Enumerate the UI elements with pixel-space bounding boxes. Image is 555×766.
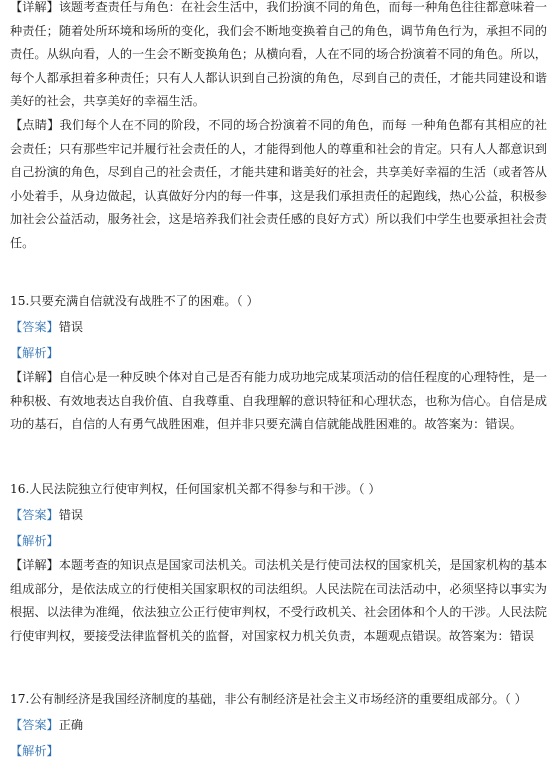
question-17-answer [10,714,547,736]
detail-label: 【详解】 [10,370,59,384]
question-15-analysis [10,342,547,364]
detail-text: 自信心是一种反映个体对自己是否有能力成功地完成某项活动的信任程度的心理特性，是一种积极、有效地表达自我价值、自我尊重、自我理解的意识特征和心理状态，也称为信心。自信是成功的基石，自信的人有勇气战胜困难，但并非只要充满自信就能战胜困难的。故答案为：错误。 [10,370,548,432]
point-label: 【点睛】 [10,117,60,132]
question-17 [10,688,547,762]
answer-value: 错误 [58,320,84,334]
question-17-stem: 17.公有制经济是我国经济制度的基础，非公有制经济是社会主义市场经济的重要组成部分。（ ） [10,692,527,706]
answer-value: 错误 [58,508,84,522]
point-text: 我们每个人在不同的阶段，不同的场合扮演着不同的角色，而每 一种角色都有其相应的社会责任；只有那些牢记并履行社会责任的人，才能得到他人的尊重和社会的肯定。只有人人都意识到自己扮演的角色，尽到自己的社会责任，才能共建和谐美好的社会，共享美好幸福的生活（或者答从小处着手，从身边做起，认真做好分内的每一件事，这是我们承担责任的起跑线，热心公益，积极参加社会公益活动，服务社会，这是培养我们社会责任感的良好方式）所以我们中学生也要承担社会责任。 [10,117,547,250]
question-15-detail [10,366,547,437]
detail-text: 本题考查的知识点是国家司法机关。司法机关是行使司法权的国家机关，是国家机构的基本组成部分，是依法成立的行使相关国家职权的司法组织。人民法院在司法活动中，必须坚持以事实为根据、以法律为准绳，依法独立公正行使审判权，不受行政机关、社会团体和个人的干涉。人民法院行使审判权，要接受法律监督机关的监督，对国家权力机关负责，本题观点错误。故答案为：错误 [10,558,548,643]
question-16-answer [10,504,547,526]
answer-tag: 【答案】 [10,320,59,334]
question-17-analysis [10,740,547,762]
question-16-stem: 16.人民法院独立行使审判权，任何国家机关都不得参与和干涉。（ ） [10,482,381,496]
answer-tag: 【答案】 [10,508,59,522]
question-15 [10,290,547,437]
detail-label: 【详解】 [10,558,59,572]
analysis-tag: 【解析】 [10,744,59,758]
point-paragraph [10,114,547,256]
question-16-analysis [10,530,547,552]
question-15-stem: 15.只要充满自信就没有战胜不了的困难。（ ） [10,294,259,308]
answer-tag: 【答案】 [10,718,59,732]
detail-paragraph [10,0,547,114]
analysis-tag: 【解析】 [10,534,59,548]
top-explanation [10,0,547,256]
answer-value: 正确 [58,718,84,732]
analysis-tag: 【解析】 [10,346,59,360]
question-16-detail [10,554,547,648]
question-16 [10,478,547,648]
question-15-answer [10,316,547,338]
detail-label: 【详解】 [10,0,59,14]
detail-text: 该题考查责任与角色：在社会生活中，我们扮演不同的角色，而每一种角色往往都意味着一种责任；随着处所环境和场所的变化，我们会不断地变换着自己的角色，调节角色行为，承担不同的责任。从纵向看，人的一生会不断变换角色；从横向看，人在不同的场合扮演着不同的角色。所以，每个人都承担着多种责任；只有人人都认识到自己扮演的角色，尽到自己的责任，才能共同建设和谐美好的社会，共享美好的幸福生活。 [10,0,548,109]
